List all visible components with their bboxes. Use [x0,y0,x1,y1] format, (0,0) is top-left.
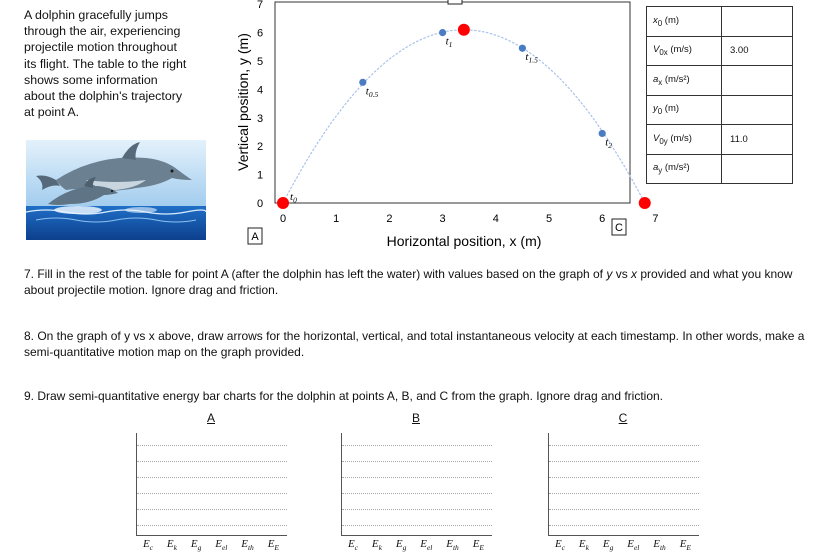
info-table-row [647,36,793,66]
red-marker-a [277,197,289,209]
energy-label: $E_k$ [166,538,177,553]
bar-chart-gridline [549,477,699,478]
info-table-row [647,95,793,125]
energy-label: $E_E$ [679,538,692,553]
energy-label: $E_g$ [395,538,407,553]
energy-label: $E_E$ [472,538,485,553]
x-tick-label: 2 [386,213,393,225]
info-table-value[interactable] [722,154,793,184]
energy-label: $E_{el}$ [627,538,640,553]
y-axis-label: Vertical position, y (m) [235,33,251,171]
question-9: 9. Draw semi-quantitative energy bar charts for the dolphin at points A, B, and C from the graph. Ignore drag and friction. [24,389,664,403]
energy-labels [341,538,491,552]
question-8: 8. On the graph of y vs x above, draw arrows for the horizontal, vertical, and total instantaneous velocity at each timestamp. In other words, make a semi-quantitative motion map on the graph provided. [24,329,805,359]
y-tick-labels [257,0,263,210]
energy-labels [548,538,698,552]
bar-chart-gridline [549,509,699,510]
energy-labels [136,538,286,552]
intro-line: through the air, experiencing [24,24,181,39]
x-tick-label: 5 [545,213,553,225]
x-tick-label: 3 [439,213,446,225]
info-table-quantity: $a_x$ (m/s²) [647,66,722,96]
y-tick-label: 1 [256,169,264,182]
energy-label: $E_{el}$ [420,538,433,553]
question-7-x-var: x [631,267,638,281]
y-tick-label: 4 [256,84,264,97]
trajectory-curve [283,30,645,203]
intro-paragraph [24,7,220,120]
bar-chart-gridline [137,509,287,510]
timestamp-label: $t_0$ [290,191,297,205]
y-tick-label: 5 [256,56,264,68]
bar-chart-title: C [618,411,628,425]
question-7-y-var: y [606,267,613,281]
y-tick-label: 7 [256,0,264,12]
bar-chart-gridline [137,525,287,526]
energy-label: $E_E$ [267,538,280,553]
energy-bar-chart-c [546,411,700,553]
timestamp-label: $t_1$ [445,35,453,50]
x-tick-labels [280,213,659,225]
info-table-row [647,154,793,184]
bar-chart-gridline [342,445,492,446]
point-b-label-box [448,0,462,4]
energy-label: $E_k$ [371,538,382,553]
bar-chart-gridline [137,445,287,446]
bar-chart-gridline [549,445,699,446]
question-7 [24,266,820,298]
x-tick-label: 1 [333,213,340,225]
plot-area-frame [275,2,630,203]
info-table-quantity: $x_0$ (m) [647,7,722,37]
info-table-row [647,125,793,155]
energy-label: $E_c$ [142,538,154,553]
intro-line: shows some information [24,72,158,87]
question-7-vs: vs [612,267,632,281]
bar-chart-gridline [342,525,492,526]
info-table-value[interactable] [722,66,793,96]
x-tick-label: 7 [652,213,659,225]
info-table-row [647,66,793,96]
point-a-label-box [248,228,262,244]
energy-label: $E_{th}$ [446,538,459,553]
info-table-quantity: $V_{0x}$ (m/s) [647,36,722,66]
info-table-value[interactable]: 3.00 [722,36,793,66]
bar-chart-title: A [206,411,215,425]
bar-chart-gridline [342,493,492,494]
intro-line: its flight. The table to the right [24,56,187,71]
energy-label: $E_{th}$ [241,538,254,553]
point-c-label-box [612,219,626,235]
energy-label: $E_{el}$ [215,538,228,553]
question-7-text-end: provided and what you know about projectile motion. Ignore drag and friction. [24,267,793,297]
info-table-quantity: $y_0$ (m) [647,95,722,125]
timestamp-label: $t_{1.5}$ [525,51,538,65]
info-table-row [647,7,793,37]
y-tick-label: 2 [256,141,264,154]
timestamp-label: $t_2$ [605,136,613,150]
info-table [646,6,793,184]
x-tick-label: 4 [492,213,499,225]
info-table-value[interactable] [722,95,793,125]
bar-chart-gridline [549,493,699,494]
energy-label: $E_c$ [347,538,359,553]
energy-bar-chart-b [339,411,493,553]
info-table-quantity: $V_{0y}$ (m/s) [647,125,722,155]
bar-chart-title: B [411,411,420,425]
bar-chart-drawing-area[interactable] [136,433,287,536]
question-7-text: 7. Fill in the rest of the table for point A (after the dolphin has left the water) with values based on the graph of [24,267,607,281]
dolphin-photo [26,140,206,240]
bar-chart-gridline [342,477,492,478]
x-axis-label: Horizontal position, x (m) [386,233,542,249]
bar-chart-drawing-area[interactable] [341,433,492,536]
energy-label: $E_k$ [578,538,589,553]
bar-chart-gridline [549,461,699,462]
red-markers [277,24,651,209]
point-c-label: C [615,222,623,234]
intro-line: A dolphin gracefully jumps [24,8,168,22]
info-table-value[interactable]: 11.0 [722,125,793,155]
trajectory-graph [232,0,659,256]
intro-line: projectile motion throughout [24,40,177,55]
timestamp-points [290,29,612,205]
energy-bar-chart-a [134,411,288,553]
y-tick-label: 6 [256,27,264,40]
y-tick-label: 0 [256,198,264,210]
info-table-quantity: $a_y$ (m/s²) [647,154,722,184]
bar-chart-gridline [137,461,287,462]
bar-chart-gridline [342,509,492,510]
red-marker-b [458,24,470,36]
energy-label: $E_c$ [554,538,566,553]
energy-label: $E_{th}$ [653,538,666,553]
bar-chart-gridline [549,525,699,526]
intro-line: at point A. [24,105,80,120]
red-marker-c [639,197,651,209]
energy-label: $E_g$ [190,538,202,553]
y-tick-label: 3 [256,112,264,125]
intro-line: about the dolphin's trajectory [24,89,183,104]
bar-chart-gridline [137,477,287,478]
energy-label: $E_g$ [602,538,614,553]
bar-chart-drawing-area[interactable] [548,433,699,536]
point-a-label: A [251,231,259,243]
x-tick-label: 0 [279,213,287,225]
info-table-value[interactable] [722,7,793,37]
dolphin-illustration [26,140,206,240]
bar-chart-gridline [137,493,287,494]
timestamp-label: $t_{0.5}$ [365,85,379,99]
x-tick-label: 6 [599,213,606,225]
bar-chart-gridline [342,461,492,462]
